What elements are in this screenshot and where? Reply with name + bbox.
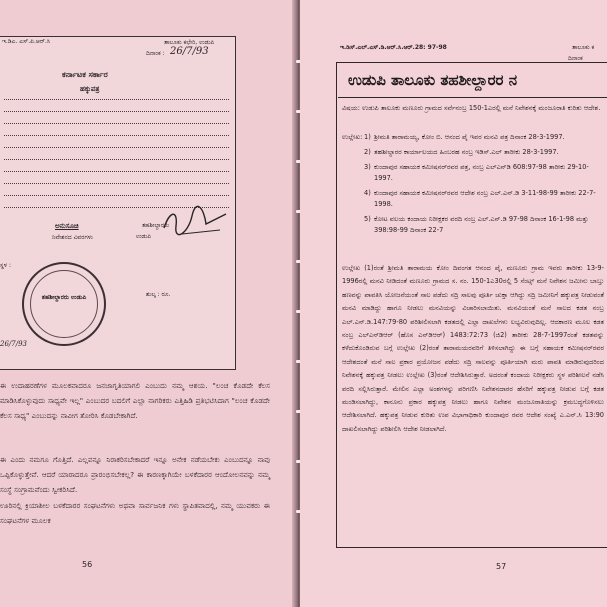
reference-number: 1) — [364, 133, 371, 141]
subject-label: ವಿಷಯ: — [342, 104, 361, 112]
official-signature — [160, 204, 230, 242]
certificate-rule — [4, 129, 229, 136]
reference-item — [342, 132, 604, 143]
certificate-rule — [4, 93, 229, 100]
reference-number: 2) — [364, 148, 371, 156]
page-number: 56 — [82, 560, 93, 569]
office-label: ತಾಲೂಕು ಕ — [572, 44, 595, 51]
certificate-heading: ಹಕ್ಕುಪತ್ರ — [80, 85, 100, 93]
schedule-title: ಅನುಸೂಚಿ — [55, 222, 79, 230]
reference-text: ಕುಂದಾಪುರ ಸಹಾಯಕ ಕಮೀಷನರ್‌ರವರ ಪತ್ರ, ನಂಬ್ರ ಎಲ್‌ಎನ್‌ಡಿ 608:97-98 ತಾರೀಕು 29-10-1997. — [374, 163, 589, 182]
place-label: ಸ್ಥಳ : — [0, 262, 11, 269]
certificate-rule — [4, 165, 229, 172]
certificate-government: ಕರ್ನಾಟಕ ಸರ್ಕಾರ — [62, 70, 108, 79]
certificate-footer-date: 26/7/93 — [0, 340, 27, 348]
reference-list — [342, 132, 604, 240]
order-reference: ಇ.ಡಿಸ್.ಎಲ್.ಎಸ್.ಡಿ.ಆರ್.ಸಿ.ಆರ್.28: 97-98 — [340, 44, 447, 51]
certificate-rule — [4, 105, 229, 112]
reference-text: ಕೋಟ ವಲಯ ಕಂದಾಯ ನಿರೀಕ್ಷಕರ ವರದಿ ನಂಬ್ರ ಎಲ್.ಎನ್.ಡಿ 97-98 ದಿನಾಂಕ 16-1-98 ಮತ್ತು 398:98-99 ದಿನಾಂಕ 22-7 — [374, 215, 589, 234]
reference-number: 5) — [364, 215, 371, 223]
right-page — [300, 0, 607, 607]
fee-label: ಶುಲ್ಕ : ರೂ. — [146, 291, 171, 298]
schedule-subtitle: ನಿವೇಶನದ ವಿವರಗಳು — [52, 234, 93, 241]
certificate-rule — [4, 177, 229, 184]
certificate-date: 26/7/93 — [170, 46, 209, 57]
left-paragraph: ಈ ಎಂದು ನಮಗೂ ಗೊತ್ತಿದೆ. ಎಲ್ಲವನ್ನೂ ನಿರಾಕರಿಸಬೇಕಾದರೆ ಇನ್ನೂ ಅನೇಕ ನಡೆಯಬೇಕು ಎಂಬುದನ್ನೂ ನಾವು ಒಪ್ಪಿಕೊಳ್ಳುತ್ತೇವೆ. ಆದರೆ ಯಾರಾದರೂ ಪ್ರಾರಂಭಿಸಬೇಕಲ್ಲ? ಈ ಕಾರಣಕ್ಕಾಗಿಯೇ ಬಳಕೆದಾರರ ಆಂದೋಲನವನ್ನು ನಮ್ಮ ಸಂಸ್ಥೆ ಸಂಗ್ರಾಮವೆಂದು ಸ್ವೀಕರಿಸಿದೆ. — [0, 455, 270, 494]
certificate-reference: ಇ.ಡಿಎ. ಎಸ್.ಪಿ.ಆರ್.ಸಿ — [2, 38, 51, 45]
reference-item — [342, 214, 604, 236]
page-number: 57 — [496, 562, 507, 571]
seal-text: ತಹಶೀಲ್ದಾರರು ಉಡುಪಿ — [41, 294, 87, 301]
left-page — [0, 0, 296, 607]
date-label: ದಿನಾಂಕ — [568, 55, 583, 62]
subject-text: ಉಡುಪಿ ತಾಲೂಕು ಮಣೂರು ಗ್ರಾಮದ ಸರ್ವೆನಂಬ್ರ 150-1ಎರಲ್ಲಿ ಮನೆ ನಿವೇಶನಕ್ಕೆ ಮಂಜೂರಾತಿ ಕುರಿತು ಆದೇಶ. — [362, 104, 601, 112]
order-body-text: ಉಲ್ಲೇಖ (1)ರಂತೆ ಶ್ರೀಮತಿ ತಾರಾಮಯ ಕೋಂ ದಿವಂಗತ ಆನಂದ ಪೈ, ಮಣೂರು ಗ್ರಾಮ ಇವರು ತಾರೀಕು 13-9-1996ರಲ್ಲಿ ಮನವಿ ನೀಡಿದಂತೆ ಮಣೂರು ಗ್ರಾಮದ ಸ. ನಂ. 150-1ಎ30ರಲ್ಲಿ 5 ಸೆಂಟ್ಸ್ ಮನೆ ನಿವೇಶನ ಜಮೀನು ಬಾಬ್ತು ಹಣವನ್ನು ಪಾವತಿಸಿ ಯೋಜನೆಯಂತೆ ಸಾಲ ಪಡೆದು ಸದ್ರಿ ಸಾಲವು ಪೂರ್ತಿ ಚುಕ್ತಾ ಆಗಿದ್ದು ಸದ್ರಿ ಜಮೀನಿಗೆ ಹಕ್ಕುಪತ್ರ ನೀಡುವಂತೆ ಮನವಿ ಮಾಡಿದ್ದು ಹಾಗೂ ನೀಡಲು ಮನವಿಯನ್ನು ವಿಚಾರಿಸಲಾಯಿತು. ಮನವಿಯಂತೆ ಮನೆ ಸಾಲದ ಕಡತ ನಂಬ್ರ ಎಲ್.ಎನ್.ಡಿ.147:79-80 ಪರಿಶೀಲಿಸಲಾಗಿ ಕಡತದಲ್ಲಿ ಎಲ್ಲಾ ದಾಖಲೆಗಳು ಲಭ್ಯವಿರುವುದಿಲ್ಲ. ಆದಕಾರಣ ಮೂಲ ಕಡತ ನಂಬ್ರ ಎಲ್‌ಎನ್‌ಡಿಆರ್ (ಹೊಸ ಎನ್‌ಡಿಆರ್) 1483:72:73 (ಜಿ2) ತಾರೀಕು 28-7-1997ರಂತೆ ಕಡತವನ್ನು ಕಳೆದುಕೊಂಡಿರುವ ಬಗ್ಗೆ ಉಲ್ಲೇಖ (2)ರಂತೆ ತಾರಾಮಯರವರಿಗೆ ತಿಳಿಸಲಾಗಿದ್ದು ಈ ಬಗ್ಗೆ ಸಹಾಯಕ ಕಮೀಷನರ್‌ರವರ ಆದೇಶದಂತೆ ಮನೆ ಸಾಲ ಪ್ರಕಾರ ಪ್ರಯೋಜನ ಪಡೆದು ಸದ್ರಿ ಸಾಲವನ್ನು ಪೂರ್ತಿಯಾಗಿ ಮರು ಪಾವತಿ ಮಾಡಿರುವುದರಿಂದ ನಿವೇಶನಕ್ಕೆ ಹಕ್ಕುಪತ್ರ ನೀಡಲು ಉಲ್ಲೇಖ (3)ರಂತೆ ಆದೇಶಿಸಿರುತ್ತಾರೆ. ಅದರಂತೆ ಕಂದಾಯ ನಿರೀಕ್ಷಕರು ಸ್ಥಳ ಪರಿಶೀಲನೆ ನಡೆಸಿ ವರದಿ ಸಲ್ಲಿಸಿರುತ್ತಾರೆ. ಮೇಲಿನ ಎಲ್ಲಾ ಅಂಶಗಳನ್ನು ಪರಿಗಣಿಸಿ ನಿವೇಶನದಾರರ ಹೆಸರಿಗೆ ಹಕ್ಕುಪತ್ರ ನೀಡುವ ಬಗ್ಗೆ ಕಡತ ಮಂಡಿಸಲಾಗಿದ್ದು, ಕಾನೂನು ಪ್ರಕಾರ ಹಕ್ಕುಪತ್ರ ನೀಡಲು ಹಾಗೂ ನಿವೇಶನ ಮಂಜೂರಾತಿಯನ್ನು ಕ್ರಮಬದ್ಧಗೊಳಿಸಲು ಆದೇಶಿಸಲಾಗಿದೆ. ಹಕ್ಕುಪತ್ರ ನೀಡುವ ಕುರಿತು ಉಪ ವಿಭಾಗಾಧಿಕಾರಿ ಕುಂದಾಪುರ ರವರ ಆದೇಶ ಸಂಖ್ಯೆ ಎ.ಎನ್.ಸಿ 13:90 ದಾಖಲಿಸಲಾಗಿದ್ದು ಪರಿಶೀಲಿಸಿ ಆದೇಶ ನೀಡಲಾಗಿದೆ. — [342, 264, 604, 433]
certificate-rule — [4, 153, 229, 160]
reference-text: ತಹಶೀಲ್ದಾರರ ಕಾರ್ಯಾಲಯದ ಹಿಂಬರಹ ನಂಬ್ರ ಇಡಿಸ್.ಎಲ್ ತಾರೀಕು 28-3-1997. — [374, 148, 559, 156]
official-place: ಉಡುಪಿ — [136, 233, 152, 240]
official-seal — [22, 262, 106, 346]
certificate-rule — [4, 117, 229, 124]
references-label: ಉಲ್ಲೇಖ: — [342, 133, 363, 141]
reference-item — [342, 162, 604, 184]
reference-text: ಶ್ರೀಮತಿ ತಾರಾಮಯ್ಯ, ಕೋಂ ಬಿ. ಆನಂದ ಪೈ ಇವರ ಮನವಿ ಪತ್ರ ದಿನಾಂಕ 28-3-1997. — [374, 133, 565, 141]
order-title: ಉಡುಪಿ ತಾಲೂಕು ತಹಶೀಲ್ದಾರರ ನ — [348, 71, 518, 89]
certificate-rule — [4, 189, 229, 196]
reference-number: 4) — [364, 189, 371, 197]
certificate-date-label: ದಿನಾಂಕ : — [146, 50, 165, 57]
reference-text: ಕುಂದಾಪುರ ಸಹಾಯಕ ಕಮೀಷನರ್‌ರವರ ಆದೇಶ ನಂಬ್ರ ಎಲ್.ಎನ್‌.ಡಿ 3-11-98-99 ತಾರೀಕು 22-7-1998. — [374, 189, 596, 208]
signature-scribble — [160, 204, 230, 238]
order-title-banner — [338, 64, 607, 98]
left-paragraph: ಈ ಉದಾಹರಣೆಗಳ ಮೂಲಕವಾದರೂ ಜನಜಾಗೃತಿಯಾಗಲಿ ಎಂಬುದು ನಮ್ಮ ಆಶಯ. "ಲಂಚ ಕೊಡದೇ ಕೆಲಸ ಮಾಡಿಸಿಕೊಳ್ಳುವುದು ಸಾಧ್ಯವೇ ಇಲ್ಲ" ಎಂಬುದರ ಬದಲಿಗೆ ಎಲ್ಲಾ ನಾಗರಿಕರು ಎತ್ತಿಹಿಡಿ ಪ್ರತಿಭಟಿಸಿದಾಗ "ಲಂಚ ಕೊಡದೇ ಕೆಲಸ ಸಾಧ್ಯ" ಎಂಬುದನ್ನು ನಾವೀಗ ತೋರಿಸಿ ಕೊಡಬೇಕಾಗಿದೆ. — [0, 381, 270, 420]
left-paragraph: ಊರಿನಲ್ಲಿ ಕ್ರಿಯಾಶೀಲ ಬಳಕೆದಾರರ ಸಂಘಟನೆಗಳು ಅಥವಾ ಸಾರ್ವಜನಿಕ ಗಳು ಸ್ಥಾಪಿತವಾದಲ್ಲಿ, ನಮ್ಮ ಯುವಕರು ಈ ಸಂಘಟನೆಗಳ ಮೂಲಕ — [0, 501, 270, 525]
reference-item — [342, 188, 604, 210]
reference-number: 3) — [364, 163, 371, 171]
certificate-office: ತಾಲೂಕು ಕಛೇರಿ, ಉಡುಪಿ — [164, 39, 215, 46]
reference-item — [342, 147, 604, 158]
official-title: ತಹಶೀಲ್ದಾರರು — [142, 222, 170, 229]
order-subject — [342, 103, 607, 114]
certificate-rule — [4, 141, 229, 148]
